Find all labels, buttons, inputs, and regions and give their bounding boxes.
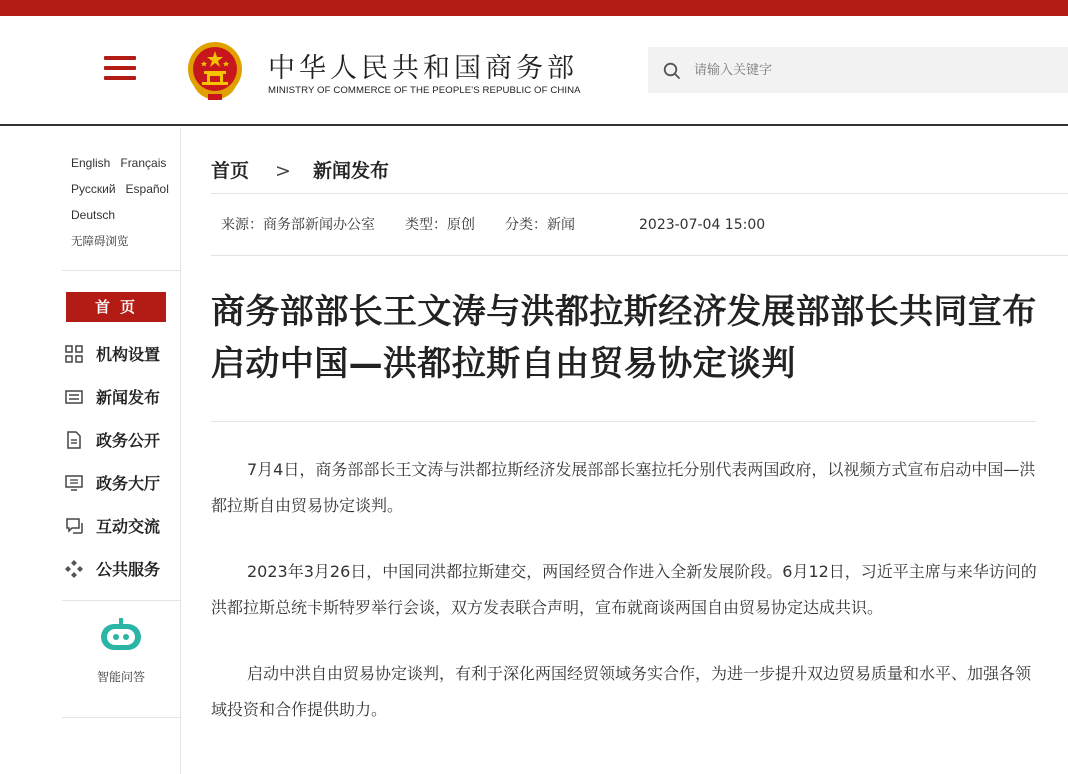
site-header <box>0 16 1068 126</box>
article-paragraph: 7月4日，商务部部长王文涛与洪都拉斯经济发展部部长塞拉托分别代表两国政府，以视频方式宣布启动中国—洪都拉斯自由贸易协定谈判。 <box>211 460 1036 515</box>
sidebar-item-organization[interactable] <box>64 332 160 375</box>
monitor-icon <box>64 473 84 493</box>
article-type: 类型：原创 <box>405 217 475 233</box>
top-red-bar <box>0 0 1068 16</box>
breadcrumb-separator: > <box>275 160 291 182</box>
lang-spanish-link[interactable]: Español <box>125 182 169 196</box>
menu-hamburger-icon[interactable] <box>104 56 136 82</box>
service-diamond-icon <box>64 559 84 579</box>
news-list-icon <box>64 387 84 407</box>
sidebar-item-public-service[interactable] <box>64 547 160 590</box>
sidebar-item-label: 互动交流 <box>96 517 161 536</box>
sidebar-item-service-hall[interactable] <box>64 461 160 504</box>
title-divider <box>211 421 1036 422</box>
nav-home-button[interactable]: 首页 <box>66 292 166 322</box>
breadcrumb <box>211 156 389 183</box>
sidebar-item-label: 公共服务 <box>96 560 161 579</box>
article-paragraph: 2023年3月26日，中国同洪都拉斯建交，两国经贸合作进入全新发展阶段。6月12日，习近平主席与来华访问的洪都拉斯总统卡斯特罗举行会谈，双方发表联合声明，宣布就商谈两国自由贸易协定达成共识。 <box>211 562 1037 617</box>
org-grid-icon <box>64 344 84 364</box>
sidebar-item-label: 政务大厅 <box>96 474 161 493</box>
search-input[interactable] <box>694 57 1054 83</box>
sidebar <box>0 128 181 774</box>
sidebar-item-gov-affairs[interactable] <box>64 418 160 461</box>
language-links <box>71 150 179 254</box>
sidebar-divider <box>62 717 180 718</box>
article-paragraph: 启动中洪自由贸易协定谈判，有利于深化两国经贸领域务实合作，为进一步提升双边贸易质量和水平、加强各领域投资和合作提供助力。 <box>211 664 1032 719</box>
article-body <box>211 452 1037 758</box>
chat-icon <box>64 516 84 536</box>
article-title: 商务部部长王文涛与洪都拉斯经济发展部部长共同宣布启动中国—洪都拉斯自由贸易协定谈判 <box>211 292 1037 384</box>
sidebar-item-news[interactable] <box>64 375 160 418</box>
meta-divider <box>211 255 1068 256</box>
site-title-cn[interactable]: 中华人民共和国商务部 <box>268 53 578 84</box>
breadcrumb-divider <box>211 193 1068 194</box>
article-meta <box>221 214 795 234</box>
site-title-en[interactable]: MINISTRY OF COMMERCE OF THE PEOPLE'S REPUBLIC OF CHINA <box>268 85 581 96</box>
breadcrumb-current[interactable]: 新闻发布 <box>312 160 389 182</box>
sidebar-divider <box>62 600 180 601</box>
ai-assistant-label: 智能问答 <box>96 670 145 684</box>
document-icon <box>64 430 84 450</box>
national-emblem-icon[interactable] <box>184 40 246 102</box>
search-icon[interactable] <box>662 61 682 81</box>
sidebar-item-label: 新闻发布 <box>96 388 161 407</box>
article-source: 来源：商务部新闻办公室 <box>221 217 375 233</box>
robot-assistant-icon <box>98 618 144 656</box>
sidebar-item-interaction[interactable] <box>64 504 160 547</box>
lang-english-link[interactable]: English <box>71 156 111 170</box>
ai-assistant-button[interactable] <box>62 618 180 685</box>
accessibility-link[interactable]: 无障碍浏览 <box>71 234 129 248</box>
sidebar-item-label: 政务公开 <box>96 431 161 450</box>
lang-french-link[interactable]: Français <box>120 156 167 170</box>
article-category: 分类：新闻 <box>505 217 575 233</box>
breadcrumb-home-link[interactable]: 首页 <box>211 160 250 182</box>
lang-german-link[interactable]: Deutsch <box>71 208 116 222</box>
lang-russian-link[interactable]: Русский <box>71 182 116 196</box>
sidebar-divider <box>62 270 180 271</box>
sidebar-item-label: 机构设置 <box>96 345 161 364</box>
article-date: 2023-07-04 15:00 <box>639 217 766 233</box>
sidebar-nav <box>64 332 160 590</box>
